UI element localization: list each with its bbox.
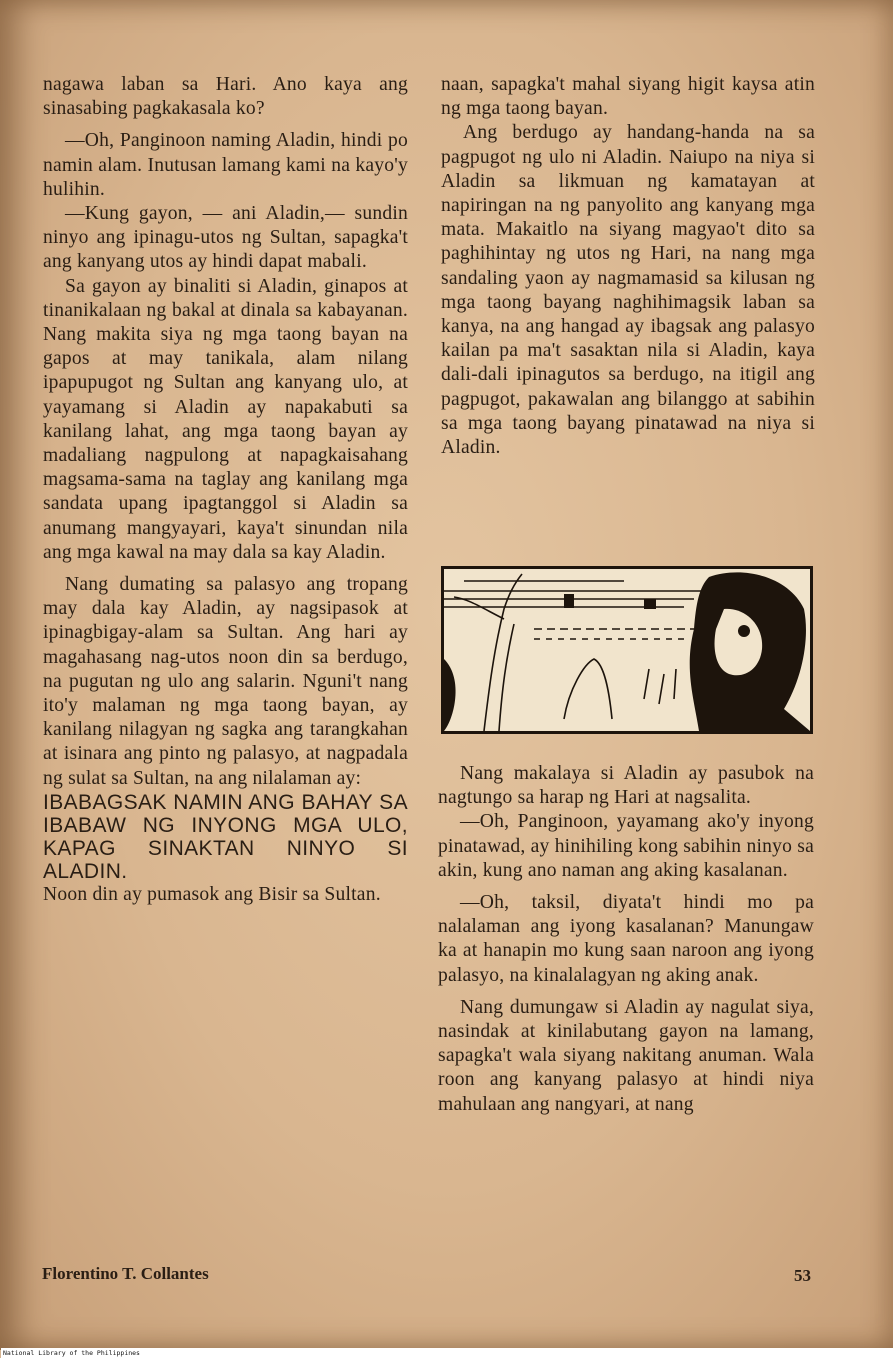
paragraph: Noon din ay pumasok ang Bisir sa Sultan. <box>43 883 381 905</box>
page-number: 53 <box>794 1266 811 1285</box>
paragraph: Nang makalaya si Aladin ay pasubok na nagtungo sa harap ng Hari at nagsalita. <box>438 763 814 809</box>
paragraph: Nang dumungaw si Aladin ay nagulat siya, nasindak at kinilabutang gayon na lamang, sapagka't wala siyang nakitang anuman. Wala roon ang kanyang palasyo at hindi niya mahulaan ang nangyari, at nang <box>438 996 814 1115</box>
right-text-column-bottom <box>438 762 814 1117</box>
paragraph: —Oh, Panginoon, yayamang ako'y inyong pinatawad, ay hinihiling kong sabihin ninyo sa akin, kung ano naman ang aking kasalanan. <box>438 811 814 881</box>
paragraph: —Oh, taksil, diyata't hindi mo pa nalalaman ang iyong kasalanan? Manungaw ka at hanapin mo kung saan naroon ang iyong palasyo, na kinalalagyan ng aking anak. <box>438 892 814 986</box>
paragraph: nagawa laban sa Hari. Ano kaya ang sinasabing pagkakasala ko? <box>43 74 408 120</box>
paragraph: Ang berdugo ay handang-handa na sa pagpugot ng ulo ni Aladin. Naiupo na niya si Aladin sa likmuan ng kamatayan at napiringan na ng panyolito ang kanyang mga mata. Makaitlo na siyang magyao't dito sa paghihintay ng utos ng Hari, na nang mga sandaling yaon ay nagmamasid sa kilusan ng mga taong bayang naghihimagsik laban sa kanya, na ang hangad ay ibagsak ang palasyo kailan pa ma't sasaktan nila si Aladin, kaya dali-dali ipinagutos sa berdugo, na itigil ang pagpugot, pakawalan ang bilanggo at sabihin sa mga taong bayang pinatawad na niya si Aladin. <box>441 122 815 459</box>
paragraph: Nang dumating sa palasyo ang tropang may dala kay Aladin, ay nagsipasok at ipinagbigay-alam sa Sultan. Ang hari ay magahasang nag-utos noon din sa berdugo, na pugutan ng ulo ang salarin. Nguni't nang ito'y malaman ng mga taong bayan, ay kanilang nilagyan ng sagka ang tarangkahan at isinara ang pinto ng palasyo, at nagpadala ng sulat sa Sultan, na ang nilalaman ay: <box>43 574 408 789</box>
right-text-column-top <box>441 73 815 460</box>
paragraph: naan, sapagka't mahal siyang higit kaysa atin ng mga taong bayan. <box>441 74 815 120</box>
footer-author: Florentino T. Collantes <box>42 1264 209 1283</box>
paragraph: Sa gayon ay binaliti si Aladin, ginapos at tinanikalaan ng bakal at dinala sa kabayanan. Nang makita siya ng mga taong bayan na gapos at may tanikala, alam nilang ipapupugot ng Sultan ang kanyang ulo, at yayamang si Aladin ay napakabuti sa kanilang lahat, ang mga taong bayan ay madaliang nagpulong at napagkaisahang magsama-sama na taglay ang kanilang mga sandata upang ipagtanggol si Aladin sa anumang mangyayari, kaya't sinundan nila ang mga kawal na may dala sa kay Aladin. <box>43 275 408 563</box>
paragraph: —Oh, Panginoon naming Aladin, hindi po namin alam. Inutusan lamang kami na kayo'y hulihin. <box>43 130 408 200</box>
illustration <box>441 566 813 734</box>
paragraph: —Kung gayon, — ani Aladin,— sundin ninyo ang ipinagu-utos ng Sultan, sapagka't ang kanyang utos ay hindi dapat mabali. <box>43 203 408 273</box>
library-credit: National Library of the Philippines <box>1 1348 893 1358</box>
capitals-message: IBABAGSAK NAMIN ANG BAHAY SA IBABAW NG INYONG MGA ULO, KAPAG SINAKTAN NINYO SI ALADIN. <box>43 790 408 883</box>
illustration-drawing <box>444 569 810 731</box>
left-text-column <box>43 73 408 907</box>
